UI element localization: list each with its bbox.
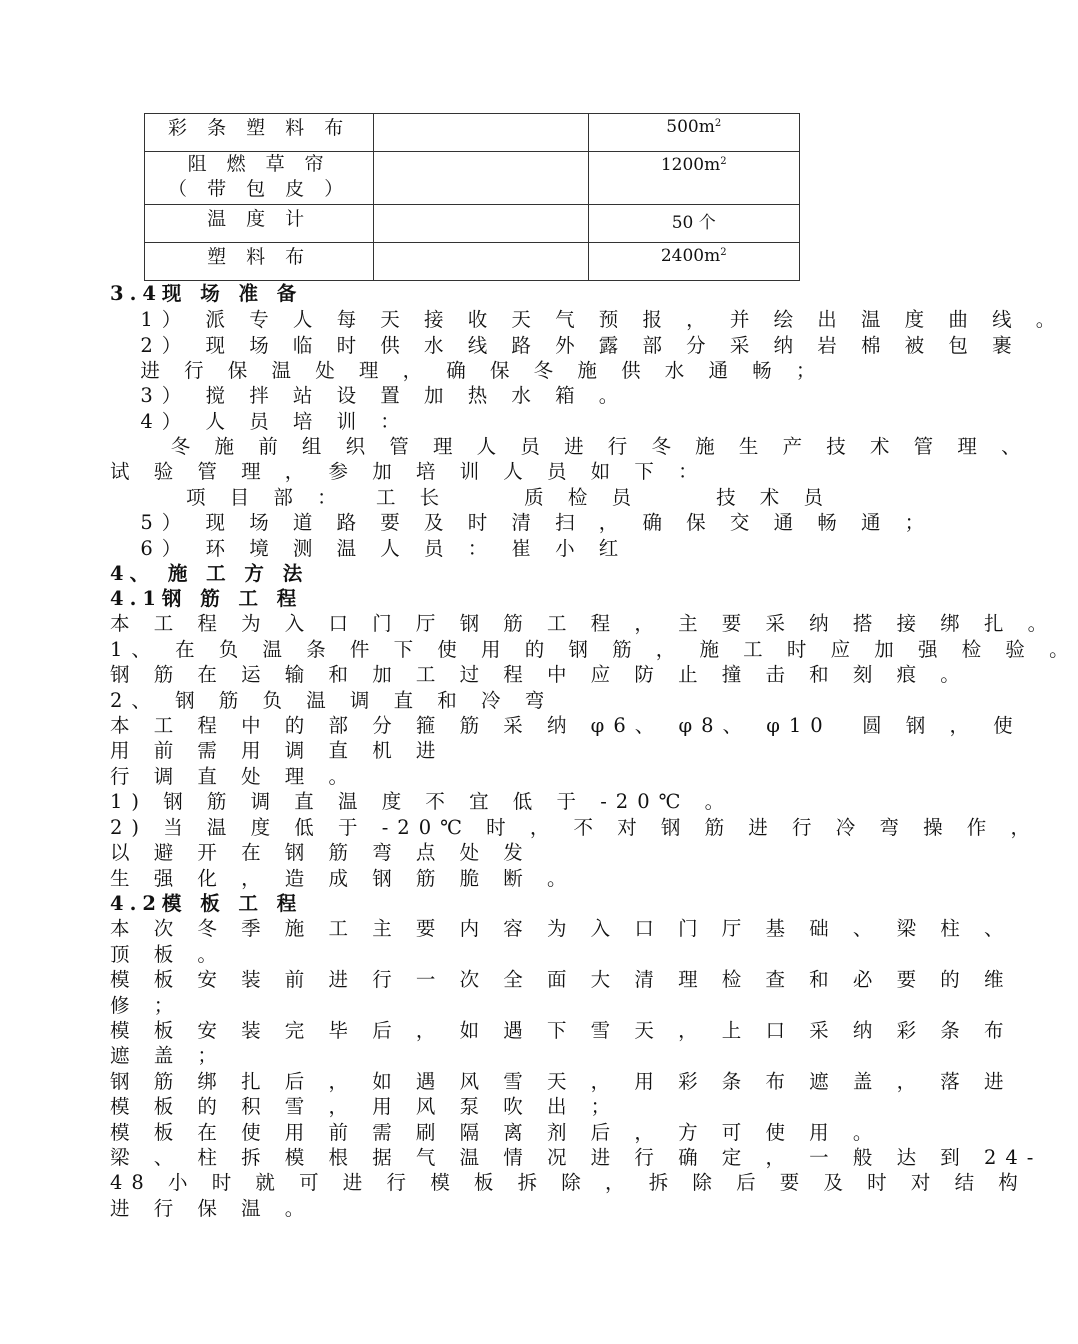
section-heading: 4.2模 板 工 程 [110, 892, 303, 915]
text-line: 用 前 需 用 调 直 机 进 [110, 739, 445, 762]
text-line: 模 板 安 装 完 毕 后 ， 如 遇 下 雪 天 ， 上 口 采 纳 彩 条 布 [110, 1019, 1013, 1042]
text-line: 3） 搅 拌 站 设 置 加 热 水 箱 。 [110, 384, 628, 407]
material-qty-cell [588, 152, 800, 205]
text-line: 钢 筋 在 运 输 和 加 工 过 程 中 应 防 止 撞 击 和 刻 痕 。 [110, 663, 969, 686]
text-line: 修 ； [110, 994, 183, 1017]
material-spec-cell [374, 152, 588, 205]
text-line: 2、 钢 筋 负 温 调 直 和 冷 弯 [110, 689, 554, 712]
text-line: 顶 板 。 [110, 943, 226, 966]
text-line: 进 行 保 温 处 理 ， 确 保 冬 施 供 水 通 畅 ； [110, 359, 825, 382]
material-qty-cell [588, 114, 800, 152]
unit-superscript: 2 [720, 156, 727, 167]
text-line: 2） 现 场 临 时 供 水 线 路 外 露 部 分 采 纳 岩 棉 被 包 裹 [110, 334, 1021, 357]
table-row [145, 243, 800, 281]
section-heading: 4.1钢 筋 工 程 [110, 587, 303, 610]
text-line: 模 板 的 积 雪 ， 用 风 泵 吹 出 ； [110, 1095, 620, 1118]
material-name: 阻 燃 草 帘 [187, 153, 331, 175]
text-line: 本 工 程 中 的 部 分 箍 筋 采 纳 φ6、 φ8、 φ10 圆 钢 ， 使 [110, 714, 1022, 737]
text-line: 本 工 程 为 入 口 门 厅 钢 筋 工 程 ， 主 要 采 纳 搭 接 绑 扎 。 [110, 612, 1057, 635]
material-name-line2: （ 带 包 皮 ） [168, 178, 351, 200]
section-heading: 4、 施 工 方 法 [110, 562, 309, 585]
material-qty: 500m [666, 117, 715, 137]
material-name: 塑 料 布 [207, 246, 312, 268]
text-line: 行 调 直 处 理 。 [110, 765, 357, 788]
text-line: 进 行 保 温 。 [110, 1197, 314, 1220]
text-line: 冬 施 前 组 织 管 理 人 员 进 行 冬 施 生 产 技 术 管 理 、 [110, 435, 1030, 458]
material-name: 彩 条 塑 料 布 [168, 117, 351, 139]
text-line: 模 板 安 装 前 进 行 一 次 全 面 大 清 理 检 查 和 必 要 的 维 [110, 968, 1013, 991]
text-line: 1) 钢 筋 调 直 温 度 不 宜 低 于 -20℃ 。 [110, 790, 734, 813]
unit-superscript: 2 [720, 247, 727, 258]
unit-superscript: 2 [714, 118, 722, 129]
materials-table [144, 113, 800, 281]
material-name: 温 度 计 [207, 208, 312, 230]
table-row [145, 114, 800, 152]
text-line: 项 目 部 ： 工 长 质 检 员 技 术 员 [110, 486, 832, 509]
text-line: 遮 盖 ； [110, 1044, 226, 1067]
material-name-cell [145, 205, 374, 243]
material-name-cell [145, 114, 374, 152]
material-qty: 2400m [660, 246, 721, 266]
material-spec-cell [374, 243, 588, 281]
text-line: 以 避 开 在 钢 筋 弯 点 处 发 [110, 841, 532, 864]
text-line: 48 小 时 就 可 进 行 模 板 拆 除 ， 拆 除 后 要 及 时 对 结 构 [110, 1171, 1027, 1194]
text-line: 生 强 化 ， 造 成 钢 筋 脆 断 。 [110, 867, 576, 890]
text-line: 钢 筋 绑 扎 后 ， 如 遇 风 雪 天 ， 用 彩 条 布 遮 盖 ， 落 进 [110, 1070, 1013, 1093]
material-qty: 50 个 [671, 213, 716, 233]
material-spec-cell [374, 205, 588, 243]
text-line: 试 验 管 理 ， 参 加 培 训 人 员 如 下 ： [110, 460, 707, 483]
material-qty: 1200m [660, 155, 721, 175]
material-name-cell [145, 152, 374, 205]
text-line: 梁 、 柱 拆 模 根 据 气 温 情 况 进 行 确 定 ， 一 般 达 到 24- [110, 1146, 1043, 1169]
material-spec-cell [374, 114, 588, 152]
text-line: 1、 在 负 温 条 件 下 使 用 的 钢 筋 ， 施 工 时 应 加 强 检 验 。 [110, 638, 1078, 661]
text-line: 6） 环 境 测 温 人 员 ： 崔 小 红 [110, 537, 628, 560]
text-line: 模 板 在 使 用 前 需 刷 隔 离 剂 后 ， 方 可 使 用 。 [110, 1121, 882, 1144]
text-line: 2) 当 温 度 低 于 -20℃ 时 ， 不 对 钢 筋 进 行 冷 弯 操 作 ， [110, 816, 1040, 839]
section-heading: 3.4现 场 准 备 [110, 282, 303, 305]
text-line: 1） 派 专 人 每 天 接 收 天 气 预 报 ， 并 绘 出 温 度 曲 线 。 [110, 308, 1065, 331]
material-name-cell [145, 243, 374, 281]
text-line: 5） 现 场 道 路 要 及 时 清 扫 ， 确 保 交 通 畅 通 ； [110, 511, 934, 534]
table-row [145, 152, 800, 205]
text-line: 4） 人 员 培 训 ： [110, 410, 409, 433]
material-qty-cell [588, 243, 800, 281]
text-line: 本 次 冬 季 施 工 主 要 内 容 为 入 口 门 厅 基 础 、 梁 柱 、 [110, 917, 1013, 940]
material-qty-cell [588, 205, 800, 243]
table-row [145, 205, 800, 243]
